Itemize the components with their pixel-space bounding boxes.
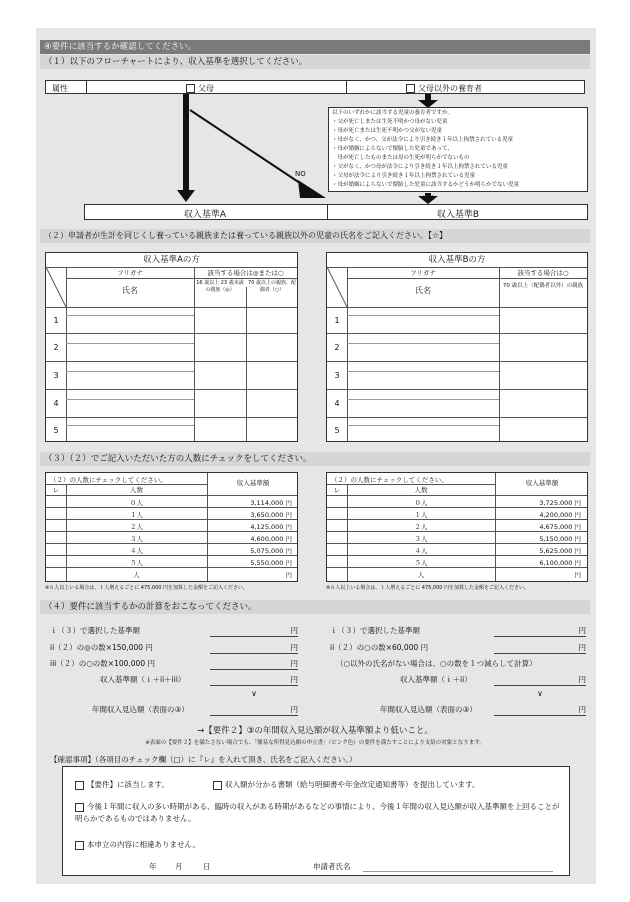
check-caption: （２）の人数にチェックしてください。	[331, 476, 448, 484]
yen-unit: 円	[578, 705, 586, 714]
condition-text: 母が死亡したものまたは母の生死が明らかでないもの	[332, 155, 470, 161]
comparison-icon: ∨	[251, 689, 257, 698]
applicant-name-field[interactable]	[363, 871, 553, 872]
table-a	[45, 252, 298, 442]
table-b-caption: 収入基準Bの方	[327, 253, 587, 268]
calc-a-iii-field[interactable]	[210, 658, 298, 670]
confirm-text: 収入額が分かる書類（給与明細書や年金改定通知書等）を提出しています。	[225, 780, 480, 789]
count-cell: ３人	[414, 535, 428, 543]
annual-a-label: 年間収入見込額（表面の③）	[92, 705, 189, 714]
check-mark-header: レ	[52, 486, 60, 494]
count-cell: ０人	[414, 499, 428, 507]
value-cell: 3,650,000 円	[250, 511, 292, 519]
row-number: 4	[53, 399, 59, 408]
value-cell: 3,725,000 円	[539, 499, 581, 507]
conditions-box	[328, 107, 588, 192]
note-a: ※６人以上いる場合は、１人増えるごとに 475,000 円を加算した金額をご記入ください。	[45, 585, 249, 591]
confirm-title: 【確認事項】（各項目のチェック欄（□）に『レ』を入れて頂き、氏名をご記入ください。）	[50, 755, 357, 764]
annual-b-label: 年間収入見込額（表面の③）	[380, 705, 477, 714]
parents-label: 父母	[198, 84, 214, 93]
calc-a-i-label: ｉ（３）で選択した基準額	[50, 626, 140, 635]
condition-text: ・母が死亡または生死不明かつ父がない児童	[332, 128, 443, 134]
requirement-2-note: ※表面の【要件２】を満たさない場合でも、「簡易な所得見込額の申立書」（ピンク色）の要件を満たすことにより支給の対象となります。	[145, 740, 485, 746]
value-cell: 円	[285, 571, 292, 579]
row-number: 3	[334, 371, 340, 380]
income-base-header: 収入基準額	[236, 479, 270, 487]
yen-unit: 円	[290, 705, 298, 714]
name-header: 氏名	[122, 286, 138, 295]
row-number: 2	[334, 343, 340, 352]
date-month: 月	[175, 862, 183, 871]
yen-unit: 円	[290, 659, 298, 668]
applicant-label: 申請者氏名	[313, 862, 351, 871]
row-number: 4	[334, 399, 340, 408]
date-day: 日	[203, 862, 211, 871]
value-cell: 4,675,000 円	[539, 523, 581, 531]
checkbox-icon[interactable]	[75, 841, 84, 850]
row-number: 5	[53, 426, 59, 435]
other-guardian-label: 父母以外の養育者	[418, 84, 482, 93]
checkbox-icon[interactable]	[213, 781, 222, 790]
value-cell: 6,100,000 円	[539, 559, 581, 567]
calc-b-ii-label: ii（２）の○の数×60,000 円	[330, 643, 429, 652]
count-cell: 人	[133, 571, 140, 579]
calc-b-ii-field[interactable]	[494, 642, 586, 654]
calc-a-ii-label: ii（２）の◎の数×150,000 円	[50, 643, 153, 652]
condition-text: ・母が婚姻によらないで懐胎した児童であって、	[332, 146, 453, 152]
value-cell: 5,150,000 円	[539, 535, 581, 543]
income-table-a	[45, 472, 298, 582]
count-cell: ４人	[130, 547, 143, 555]
value-cell: 円	[574, 571, 581, 579]
income-table-b	[326, 472, 588, 582]
condition-text: 以下のいずれかに該当する児童の養育者ですか。	[332, 110, 454, 116]
attribute-label: 属性	[52, 84, 68, 93]
yen-unit: 円	[578, 643, 586, 652]
applies-header: 該当する場合は◎または○	[194, 268, 297, 279]
confirm-text: 本申立の内容に相違ありません。	[87, 840, 200, 849]
calc-a-iii-label: iii（２）の○の数×100,000 円	[50, 659, 155, 668]
value-cell: 5,625,000 円	[539, 547, 581, 555]
name-header: 氏名	[415, 286, 431, 295]
applies-header: 該当する場合は○	[499, 268, 587, 279]
base-a-label: 収入基準A	[183, 210, 227, 220]
condition-text: ・母が婚姻によらないで懐胎した児童に該当するかどうか明らかでない児童	[332, 182, 520, 188]
value-cell: 4,200,000 円	[539, 511, 581, 519]
requirement-2-text: →【要件２】③の年間収入見込額が収入基準額より低いこと。	[197, 726, 433, 736]
base-b-label: 収入基準B	[436, 210, 480, 220]
no-label: NO	[295, 170, 306, 178]
value-cell: 4,125,000 円	[250, 523, 292, 531]
count-cell: ２人	[130, 523, 143, 531]
condition-text: ・父母が法令により引き続き１年以上拘禁されている児童	[332, 173, 476, 179]
comparison-icon: ∨	[537, 689, 543, 698]
calc-b-total-label: 収入基準額（ｉ＋ii）	[400, 675, 472, 684]
income-base-header: 収入基準額	[525, 479, 559, 487]
count-cell: ０人	[130, 499, 143, 507]
condition-text: ・父がなく、かつ母が法令により引き続き１年以上拘禁されている児童	[332, 164, 508, 170]
income-base-row	[84, 204, 588, 220]
checkbox-icon[interactable]	[75, 803, 84, 812]
people-header: 人数	[130, 486, 143, 494]
confirm-item-3[interactable]	[75, 839, 200, 850]
yen-unit: 円	[290, 626, 298, 635]
col1-header: 16 歳以上 23 歳未満の親族（◎）	[196, 280, 244, 293]
count-cell: １人	[130, 511, 143, 519]
yen-unit: 円	[290, 675, 298, 684]
confirm-text: 今後１年間に収入の多い時期がある、臨時の収入がある時期があるなどの事情により、今後１年間の収入見込額が収入基準額を上回ることが明らかであるものではありません。	[75, 802, 560, 823]
count-cell: ５人	[130, 559, 143, 567]
diagonal-line	[46, 267, 66, 307]
count-cell: ２人	[414, 523, 428, 531]
annual-b-field[interactable]	[494, 704, 586, 716]
calc-a-total-label: 収入基準額（ｉ＋ii＋iii）	[100, 675, 186, 684]
diagonal-line	[327, 267, 347, 307]
subsection-header-2: （２）申請者が生計を同じくし養っている親族または養っている親族以外の児童の氏名をご記入ください。【☆】	[40, 229, 590, 243]
row-number: 3	[53, 371, 59, 380]
count-cell: １人	[414, 511, 428, 519]
count-cell: ５人	[414, 559, 428, 567]
value-cell: 5,550,000 円	[250, 559, 292, 567]
row-number: 5	[334, 426, 340, 435]
count-cell: 人	[417, 571, 425, 579]
row-number: 1	[53, 316, 59, 325]
calc-b-i-field[interactable]	[494, 625, 586, 637]
calc-a-ii-field[interactable]	[210, 642, 298, 654]
yen-unit: 円	[290, 643, 298, 652]
count-cell: ４人	[414, 547, 428, 555]
calc-b-note: （○以外の氏名がない場合は、○の数を１つ減らして計算）	[336, 659, 537, 668]
confirm-item-1a[interactable]	[75, 779, 169, 790]
value-cell: 4,600,000 円	[250, 535, 292, 543]
value-cell: 5,075,000 円	[250, 547, 292, 555]
check-mark-header: レ	[333, 486, 341, 494]
table-b	[326, 252, 588, 442]
confirm-item-2[interactable]	[75, 801, 565, 825]
date-year: 年	[149, 862, 157, 871]
table-a-caption: 収入基準Aの方	[46, 253, 297, 268]
check-caption: （２）の人数にチェックしてください。	[50, 476, 167, 484]
subsection-header-3: （３）（２）でご記入いただいた方の人数にチェックをしてください。	[40, 452, 590, 466]
furigana-header: フリガナ	[66, 268, 194, 279]
col2-header: 70 歳以上の親族、配偶者（○）	[248, 280, 296, 293]
note-b: ※６人以上いる場合は、１人増えるごとに 475,000 円を加算した金額をご記入ください。	[326, 585, 530, 591]
calc-a-i-field[interactable]	[210, 625, 298, 637]
count-cell: ３人	[130, 535, 143, 543]
annual-a-field[interactable]	[210, 704, 298, 716]
people-header: 人数	[414, 486, 428, 494]
confirm-item-1b[interactable]	[213, 779, 479, 790]
yen-unit: 円	[578, 626, 586, 635]
confirm-box	[62, 766, 570, 876]
furigana-header: フリガナ	[347, 268, 499, 279]
value-cell: 3,114,000 円	[250, 499, 292, 507]
yen-unit: 円	[578, 675, 586, 684]
calc-b-total-field[interactable]	[494, 674, 586, 686]
checkbox-icon[interactable]	[75, 781, 84, 790]
row-number: 1	[334, 316, 340, 325]
row-number: 2	[53, 343, 59, 352]
col1-header: 70 歳以上（配偶者以外）の親族	[502, 283, 584, 289]
calc-a-total-field[interactable]	[210, 674, 298, 686]
condition-text: ・母がなく、かつ、父が法令により引き続き１年以上拘禁されている児童	[332, 137, 514, 143]
confirm-text: 【要件】に該当します。	[87, 780, 169, 789]
calc-b-i-label: ｉ（３）で選択した基準額	[330, 626, 420, 635]
section-header: ④要件に該当するか確認してください。	[40, 40, 590, 54]
subsection-header-4: （４）要件に該当するかの計算をおこなってください。	[40, 600, 590, 614]
yes-label: YES	[423, 195, 435, 202]
condition-text: ・父が死亡しまたは生死不明かつ母がない児童	[332, 119, 448, 125]
subsection-header-1: （１）以下のフローチャートにより、収入基準を選択してください。	[40, 55, 590, 69]
